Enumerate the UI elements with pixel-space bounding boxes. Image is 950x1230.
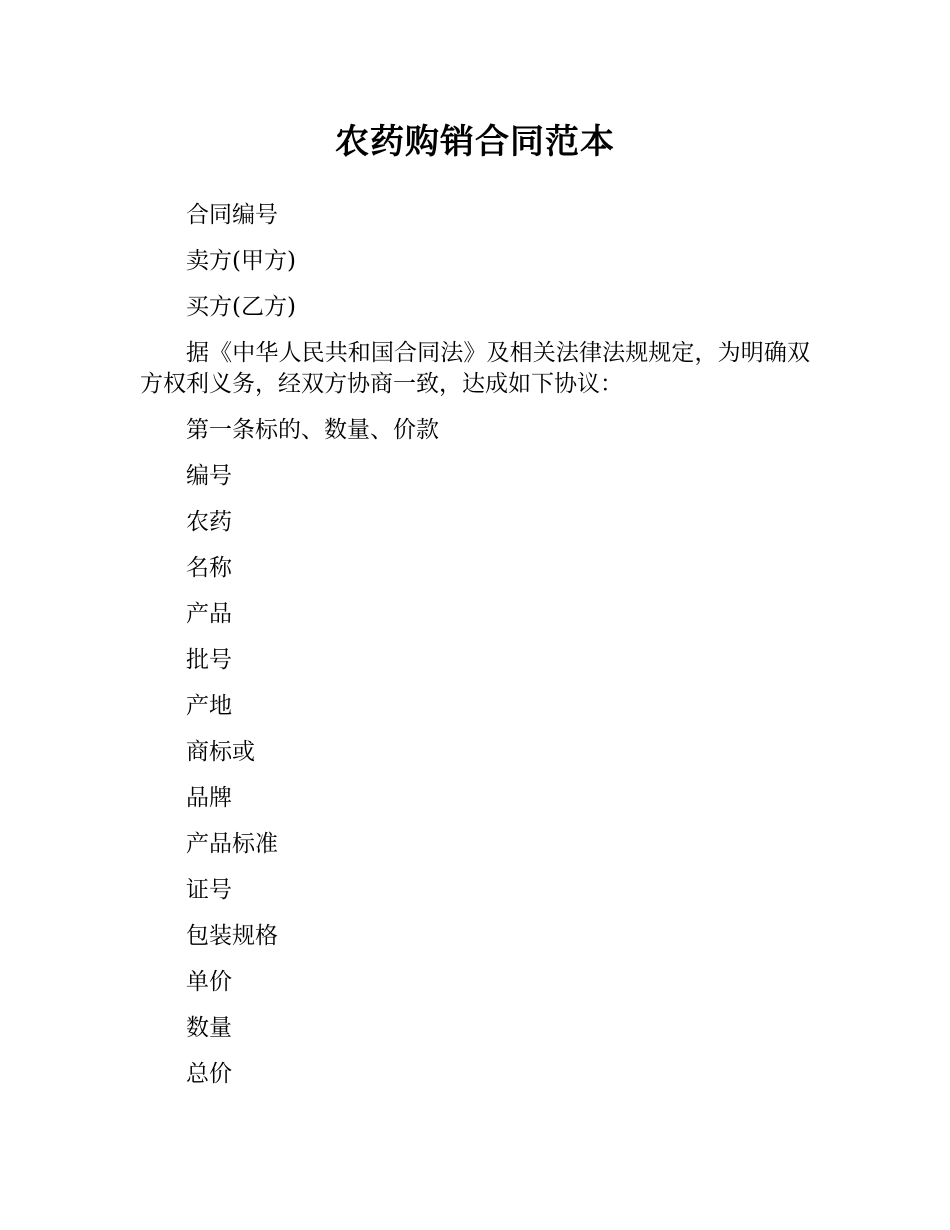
field-label: 单价 — [186, 969, 232, 995]
field-label: 名称 — [186, 555, 232, 581]
seller-label: 卖方(甲方) — [186, 248, 296, 274]
document-body — [140, 200, 810, 1105]
contract-number-label: 合同编号 — [186, 202, 278, 228]
field-label: 农药 — [186, 509, 232, 535]
field-label: 总价 — [186, 1061, 232, 1087]
field-label: 证号 — [186, 877, 232, 903]
field-label: 产品 — [186, 601, 232, 627]
field-label: 编号 — [186, 463, 232, 489]
field-label: 数量 — [186, 1015, 232, 1041]
field-label: 产品标准 — [186, 831, 278, 857]
document-title: 农药购销合同范本 — [335, 122, 615, 162]
field-label: 包装规格 — [186, 923, 278, 949]
article-one-heading: 第一条标的、数量、价款 — [186, 417, 439, 443]
field-label: 批号 — [186, 647, 232, 673]
field-label: 品牌 — [186, 785, 232, 811]
preamble-paragraph: 据《中华人民共和国合同法》及相关法律法规规定，为明确双方权利义务，经双方协商一致，达成如下协议： — [140, 340, 810, 397]
buyer-label: 买方(乙方) — [186, 294, 296, 320]
field-label: 产地 — [186, 693, 232, 719]
field-label: 商标或 — [186, 739, 255, 765]
